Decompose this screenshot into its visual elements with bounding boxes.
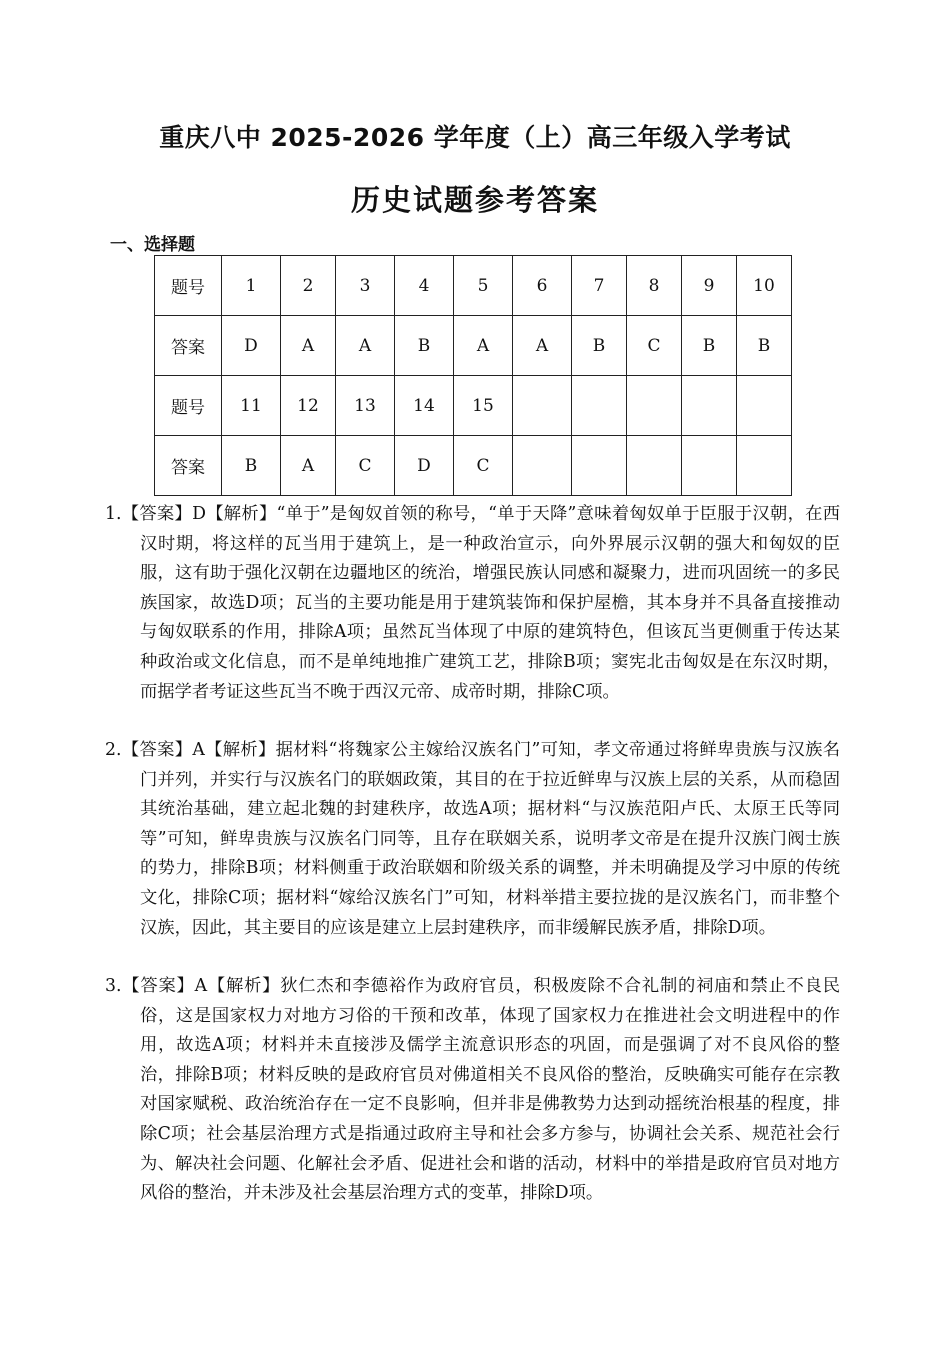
question-number-cell: 15	[454, 376, 513, 436]
answer-header: 答案	[155, 436, 222, 496]
question-number-cell: 12	[281, 376, 336, 436]
question-number-row	[155, 256, 792, 316]
answer-row	[155, 316, 792, 376]
section-heading: 一、选择题	[110, 235, 195, 255]
explanation-text: 2.【答案】A【解析】据材料“将魏家公主嫁给汉族名门”可知，孝文帝通过将鲜卑贵族与汉族名门并列，并实行与汉族名门的联姻政策，其目的在于拉近鲜卑与汉族上层的关系，从而稳固其统治基础，建立起北魏的封建秩序，故选A项；据材料“与汉族范阳卢氏、太原王氏等同等”可知，鲜卑贵族与汉族名门同等，且存在联姻关系，说明孝文帝是在提升汉族门阀士族的势力，排除B项；材料侧重于政治联姻和阶级关系的调整，并未明确提及学习中原的传统文化，排除C项；据材料“嫁给汉族名门”可知，材料举措主要拉拢的是汉族名门，而非整个汉族，因此，其主要目的应该是建立上层封建秩序，而非缓解民族矛盾，排除D项。	[105, 740, 840, 938]
explanation-1	[105, 500, 840, 707]
question-number-header: 题号	[155, 376, 222, 436]
question-number-cell: 6	[513, 256, 572, 316]
answer-cell: D	[222, 316, 281, 376]
answer-cell: B	[572, 316, 627, 376]
explanation-2	[105, 736, 840, 943]
page-subtitle: 历史试题参考答案	[350, 183, 599, 217]
question-number-cell: 9	[682, 256, 737, 316]
answer-cell: A	[281, 316, 336, 376]
question-number-cell: 3	[336, 256, 395, 316]
answer-cell: C	[454, 436, 513, 496]
answer-table	[154, 255, 792, 496]
question-number-row	[155, 376, 792, 436]
page-title: 重庆八中 2025-2026 学年度（上）高三年级入学考试	[159, 123, 791, 152]
answer-cell: C	[627, 316, 682, 376]
question-number-cell: 14	[395, 376, 454, 436]
answer-cell	[627, 436, 682, 496]
question-number-cell: 10	[737, 256, 792, 316]
answer-cell: B	[395, 316, 454, 376]
answer-cell	[513, 436, 572, 496]
question-number-cell: 1	[222, 256, 281, 316]
question-number-cell: 8	[627, 256, 682, 316]
question-number-cell: 11	[222, 376, 281, 436]
question-number-cell	[682, 376, 737, 436]
answer-cell: B	[682, 316, 737, 376]
question-number-cell: 4	[395, 256, 454, 316]
answer-cell: B	[222, 436, 281, 496]
answer-cell: A	[336, 316, 395, 376]
answer-cell: A	[281, 436, 336, 496]
question-number-header: 题号	[155, 256, 222, 316]
question-number-cell	[513, 376, 572, 436]
explanation-3	[105, 972, 840, 1209]
answer-cell: A	[454, 316, 513, 376]
question-number-cell: 13	[336, 376, 395, 436]
answer-cell: C	[336, 436, 395, 496]
explanation-text: 1.【答案】D【解析】“单于”是匈奴首领的称号，“单于天降”意味着匈奴单于臣服于汉朝，在西汉时期，将这样的瓦当用于建筑上，是一种政治宣示，向外界展示汉朝的强大和匈奴的臣服，这有助于强化汉朝在边疆地区的统治，增强民族认同感和凝聚力，进而巩固统一的多民族国家，故选D项；瓦当的主要功能是用于建筑装饰和保护屋檐，其本身并不具备直接推动与匈奴联系的作用，排除A项；虽然瓦当体现了中原的建筑特色，但该瓦当更侧重于传达某种政治或文化信息，而不是单纯地推广建筑工艺，排除B项；窦宪北击匈奴是在东汉时期，而据学者考证这些瓦当不晚于西汉元帝、成帝时期，排除C项。	[105, 504, 840, 702]
question-number-cell	[737, 376, 792, 436]
explanation-text: 3.【答案】A【解析】狄仁杰和李德裕作为政府官员，积极废除不合礼制的祠庙和禁止不良民俗，这是国家权力对地方习俗的干预和改革，体现了国家权力在推进社会文明进程中的作用，故选A项；材料并未直接涉及儒学主流意识形态的巩固，而是强调了对不良风俗的整治，排除B项；材料反映的是政府官员对佛道相关不良风俗的整治，反映确实可能存在宗教对国家赋税、政治统治存在一定不良影响，但并非是佛教势力达到动摇统治根基的程度，排除C项；社会基层治理方式是指通过政府主导和社会多方参与，协调社会关系、规范社会行为、解决社会问题、化解社会矛盾、促进社会和谐的活动，材料中的举措是政府官员对地方风俗的整治，并未涉及社会基层治理方式的变革，排除D项。	[105, 976, 840, 1204]
answer-header: 答案	[155, 316, 222, 376]
question-number-cell	[572, 376, 627, 436]
answer-cell	[682, 436, 737, 496]
answer-cell: A	[513, 316, 572, 376]
answer-cell	[737, 436, 792, 496]
question-number-cell: 5	[454, 256, 513, 316]
question-number-cell: 2	[281, 256, 336, 316]
answer-cell: B	[737, 316, 792, 376]
answer-row	[155, 436, 792, 496]
question-number-cell: 7	[572, 256, 627, 316]
question-number-cell	[627, 376, 682, 436]
answer-cell: D	[395, 436, 454, 496]
answer-cell	[572, 436, 627, 496]
